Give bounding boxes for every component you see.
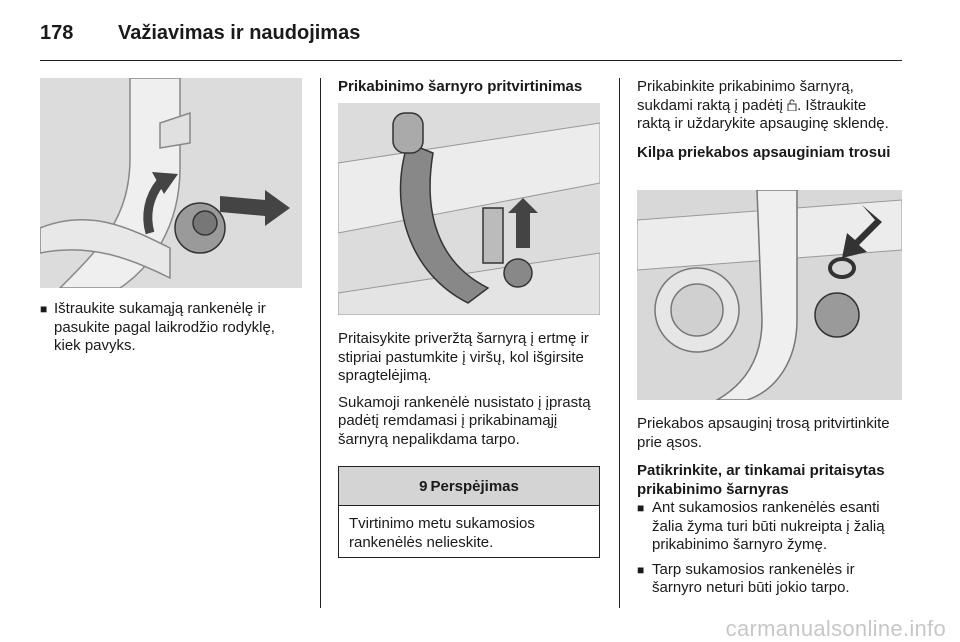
list-item: ■ Ištraukite sukamąją rankenėlę ir pasukite pagal laikrodžio rodyklę, kiek pavyks. [40, 300, 275, 354]
warning-text: Tvirtinimo metu sukamosios rankenėlės nelieskite. [349, 515, 535, 551]
tow-bar-illustration [338, 103, 600, 315]
section-heading: Kilpa priekabos apsauginiam trosui [637, 143, 891, 161]
bullet-square-icon: ■ [637, 501, 645, 515]
page-number: 178 [40, 22, 74, 44]
knob-illustration [40, 78, 302, 288]
warning-icon: 9 [419, 477, 428, 495]
footer-watermark: carmanualsonline.info [725, 616, 946, 641]
section-heading: Patikrinkite, ar tinkamai pritaisytas prikabinimo šarnyras [637, 462, 885, 498]
header-rule [40, 60, 902, 61]
lock-open-icon [787, 98, 797, 110]
col2-text [338, 330, 604, 449]
page-title: Važiavimas ir naudojimas [118, 22, 361, 44]
paragraph: Sukamoji rankenėlė nusistato į įprastą padėtį remdamasi į prikabinamąjį šarnyrą nepalikdama tarpo. [338, 393, 591, 448]
bullet-square-icon: ■ [637, 562, 645, 577]
list-item: ■ Ant sukamosios rankenėlės esanti žalia žyma turi būti nukreipta į žalią prikabinimo šarnyro žymę. [637, 499, 885, 553]
warning-title: Perspėjimas [430, 477, 519, 495]
paragraph: Prikabinkite prikabinimo šarnyrą, sukdami raktą į padėtį . Ištraukite raktą ir uždarykite apsauginę sklendę. [637, 78, 889, 132]
paragraph: Pritaisykite priveržtą šarnyrą į ertmę ir stipriai pastumkite į viršų, kol išgirsite spragtelėjimą. [338, 330, 589, 384]
list-item: ■ Tarp sukamosios rankenėlės ir šarnyro neturi būti jokio tarpo. [637, 560, 855, 596]
page-header [40, 22, 360, 45]
paragraph: Priekabos apsauginį trosą pritvirtinkite prie ąsos. [637, 415, 890, 451]
column-divider-1 [320, 78, 321, 608]
bullet-square-icon: ■ [40, 302, 48, 316]
col1-text [40, 300, 302, 356]
col3-text-top [637, 78, 902, 162]
section-heading: Prikabinimo šarnyro pritvirtinimas [338, 78, 583, 95]
column-divider-2 [619, 78, 620, 608]
col3-text-bottom [637, 415, 902, 598]
warning-box [338, 466, 600, 558]
safety-loop-illustration [637, 190, 902, 400]
warning-title-bar [339, 467, 599, 506]
